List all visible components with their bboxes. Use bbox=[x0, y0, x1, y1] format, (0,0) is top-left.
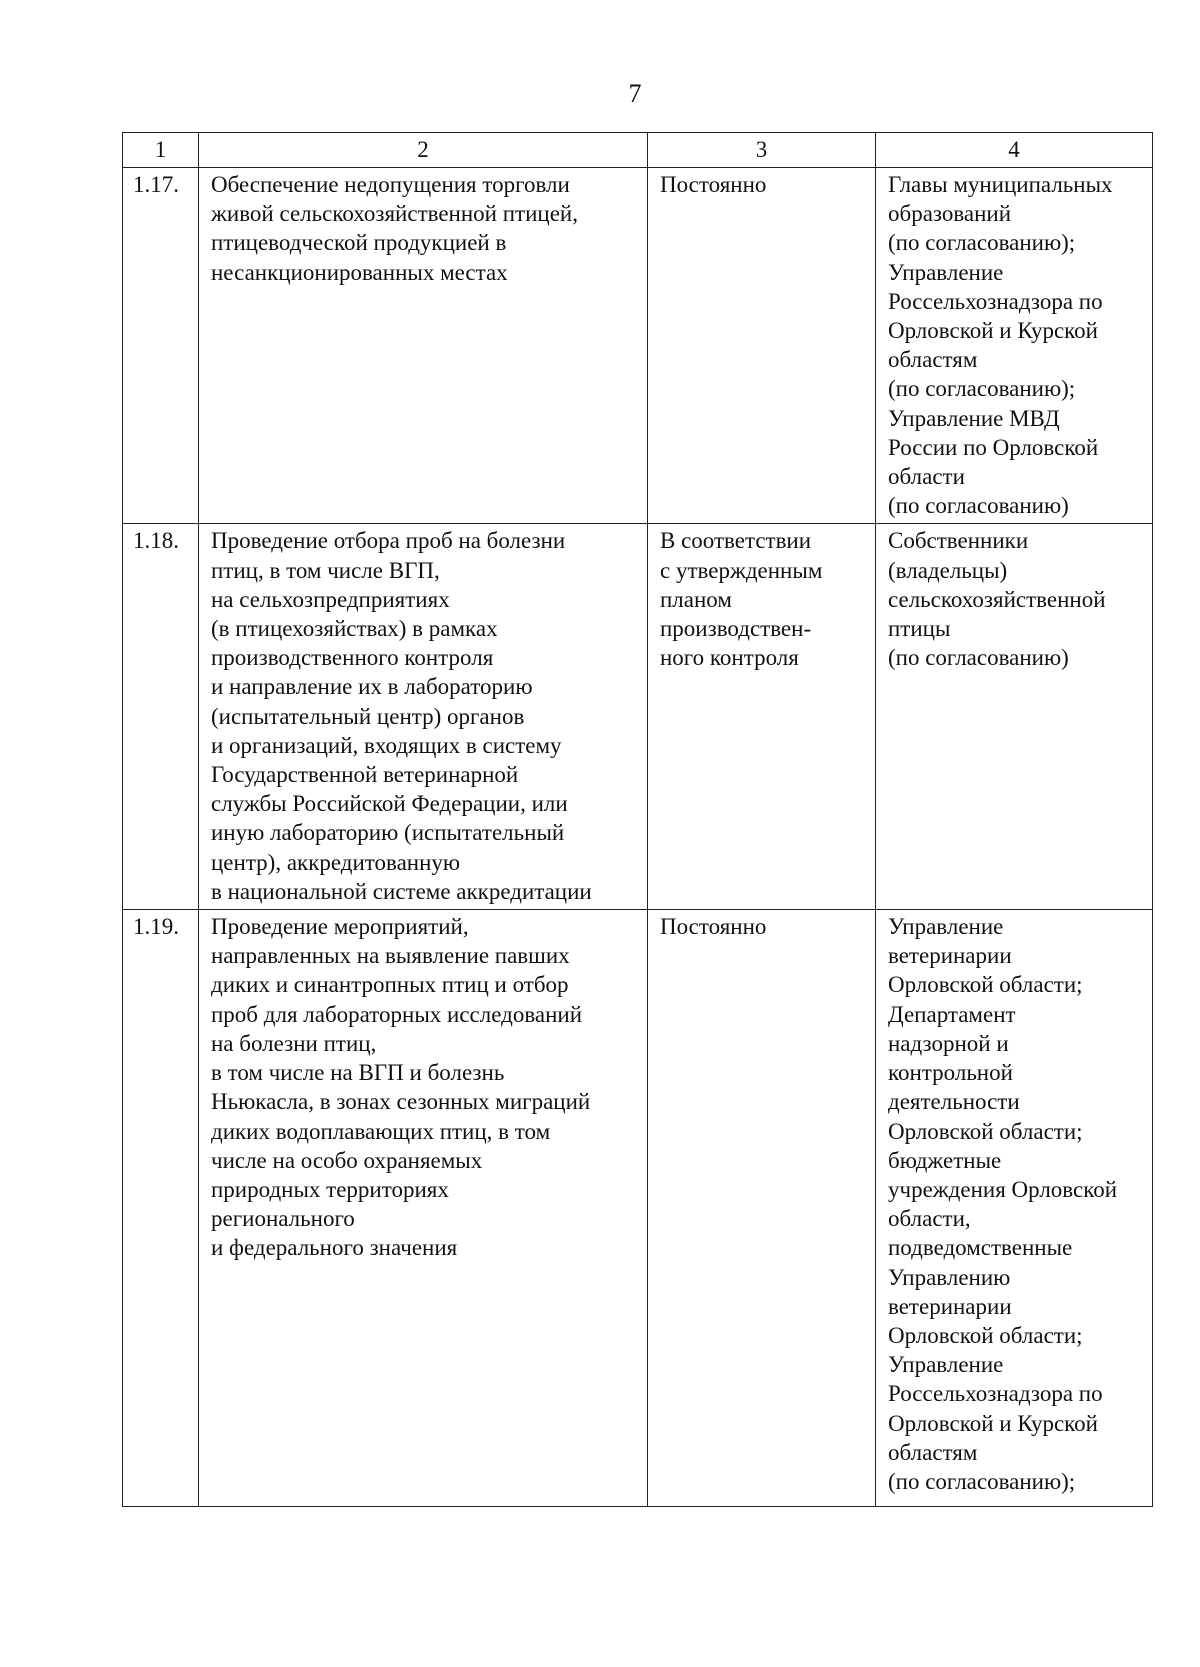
activity-line: проб для лабораторных исследований bbox=[211, 1001, 583, 1027]
responsible-line: Россельхознадзора по bbox=[888, 288, 1103, 314]
responsible-line: Орловской области; bbox=[888, 1322, 1083, 1348]
deadline-cell bbox=[648, 168, 876, 524]
activity-line: в национальной системе аккредитации bbox=[211, 878, 592, 904]
responsible-line: (по согласованию); bbox=[888, 376, 1076, 402]
activity-line: несанкционированных местах bbox=[211, 259, 508, 285]
responsible-line: Россельхознадзора по bbox=[888, 1381, 1103, 1407]
responsible-line: Орловской области; bbox=[888, 972, 1083, 998]
responsible-line: областям bbox=[888, 1439, 978, 1465]
column-header-deadline: 3 bbox=[648, 133, 876, 168]
responsible-line: России по Орловской bbox=[888, 434, 1099, 460]
activity-line: природных территориях bbox=[211, 1176, 449, 1202]
responsible-line: Департамент bbox=[888, 1001, 1016, 1027]
activity-line: Проведение отбора проб на болезни bbox=[211, 528, 566, 554]
deadline-line: планом bbox=[660, 586, 732, 612]
responsible-line: бюджетные bbox=[888, 1147, 1002, 1173]
responsible-line: областям bbox=[888, 347, 978, 373]
deadline-line: с утвержденным bbox=[660, 557, 823, 583]
activity-line: птиц, в том числе ВГП, bbox=[211, 557, 440, 583]
responsible-line: ветеринарии bbox=[888, 943, 1012, 969]
responsible-line: Управление bbox=[888, 914, 1004, 940]
responsible-line: (по согласованию); bbox=[888, 1468, 1076, 1494]
responsible-line: области, bbox=[888, 1206, 971, 1232]
activity-cell bbox=[199, 168, 648, 524]
table-row bbox=[123, 168, 1153, 524]
responsible-cell bbox=[876, 524, 1153, 910]
responsible-line: области bbox=[888, 464, 965, 490]
activity-line: направленных на выявление павших bbox=[211, 943, 570, 969]
responsible-line: Орловской и Курской bbox=[888, 1410, 1098, 1436]
deadline-cell bbox=[648, 524, 876, 910]
responsible-line: (по согласованию) bbox=[888, 645, 1069, 671]
activity-line: Обеспечение недопущения торговли bbox=[211, 172, 570, 197]
activity-line: и федерального значения bbox=[211, 1235, 458, 1261]
activity-line: центр), аккредитованную bbox=[211, 849, 461, 875]
deadline-line: производствен- bbox=[660, 616, 812, 642]
column-header-responsible: 4 bbox=[876, 133, 1153, 168]
activity-line: в том числе на ВГП и болезнь bbox=[211, 1060, 505, 1086]
activity-line: Государственной ветеринарной bbox=[211, 762, 519, 788]
responsible-line: (владельцы) bbox=[888, 557, 1008, 583]
table-body bbox=[123, 168, 1153, 1507]
responsible-line: образований bbox=[888, 201, 1012, 227]
activity-cell bbox=[199, 524, 648, 910]
row-number: 1.18. bbox=[123, 524, 199, 910]
activity-line: диких и синантропных птиц и отбор bbox=[211, 972, 569, 998]
responsible-line: ветеринарии bbox=[888, 1293, 1012, 1319]
responsible-line: Собственники bbox=[888, 528, 1029, 554]
activity-line: производственного контроля bbox=[211, 645, 494, 671]
activity-line: птицеводческой продукцией в bbox=[211, 230, 507, 256]
table-row bbox=[123, 524, 1153, 910]
activity-line: иную лабораторию (испытательный bbox=[211, 820, 565, 846]
activity-line: диких водоплавающих птиц, в том bbox=[211, 1118, 551, 1144]
activity-line: регионального bbox=[211, 1206, 355, 1232]
responsible-line: (по согласованию) bbox=[888, 493, 1069, 519]
responsible-line: птицы bbox=[888, 616, 951, 642]
responsible-line: Орловской области; bbox=[888, 1118, 1083, 1144]
activity-cell bbox=[199, 910, 648, 1507]
deadline-line: ного контроля bbox=[660, 645, 799, 671]
activity-line: живой сельскохозяйственной птицей, bbox=[211, 201, 578, 227]
deadline-line: Постоянно bbox=[660, 914, 767, 940]
responsible-line: учреждения Орловской bbox=[888, 1176, 1118, 1202]
activity-line: Ньюкасла, в зонах сезонных миграций bbox=[211, 1089, 591, 1115]
responsible-line: надзорной и bbox=[888, 1030, 1009, 1056]
column-header-activity: 2 bbox=[199, 133, 648, 168]
deadline-cell bbox=[648, 910, 876, 1507]
table-header-row bbox=[123, 133, 1153, 168]
responsible-line: Орловской и Курской bbox=[888, 318, 1098, 344]
activity-line: и направление их в лабораторию bbox=[211, 674, 533, 700]
activity-line: службы Российской Федерации, или bbox=[211, 791, 568, 817]
activity-line: числе на особо охраняемых bbox=[211, 1147, 483, 1173]
responsible-line: Управление bbox=[888, 259, 1004, 285]
deadline-line: В соответствии bbox=[660, 528, 812, 554]
measures-table bbox=[122, 132, 1153, 1507]
activity-line: на сельхозпредприятиях bbox=[211, 586, 450, 612]
responsible-line: деятельности bbox=[888, 1089, 1020, 1115]
row-number: 1.19. bbox=[123, 910, 199, 1507]
responsible-line: Управлению bbox=[888, 1264, 1011, 1290]
responsible-line: (по согласованию); bbox=[888, 230, 1076, 256]
column-header-number: 1 bbox=[123, 133, 199, 168]
responsible-cell bbox=[876, 910, 1153, 1507]
responsible-line: Главы муниципальных bbox=[888, 172, 1113, 197]
activity-line: (в птицехозяйствах) в рамках bbox=[211, 616, 498, 642]
activity-line: (испытательный центр) органов bbox=[211, 703, 525, 729]
responsible-line: контрольной bbox=[888, 1060, 1013, 1086]
activity-line: Проведение мероприятий, bbox=[211, 914, 469, 940]
table-row bbox=[123, 910, 1153, 1507]
deadline-line: Постоянно bbox=[660, 172, 767, 197]
row-number: 1.17. bbox=[123, 168, 199, 524]
page-number: 7 bbox=[628, 79, 642, 108]
responsible-line: подведомственные bbox=[888, 1235, 1073, 1261]
activity-line: и организаций, входящих в систему bbox=[211, 732, 562, 758]
responsible-cell bbox=[876, 168, 1153, 524]
activity-line: на болезни птиц, bbox=[211, 1030, 377, 1056]
responsible-line: сельскохозяйственной bbox=[888, 586, 1106, 612]
responsible-line: Управление МВД bbox=[888, 405, 1060, 431]
responsible-line: Управление bbox=[888, 1352, 1004, 1378]
